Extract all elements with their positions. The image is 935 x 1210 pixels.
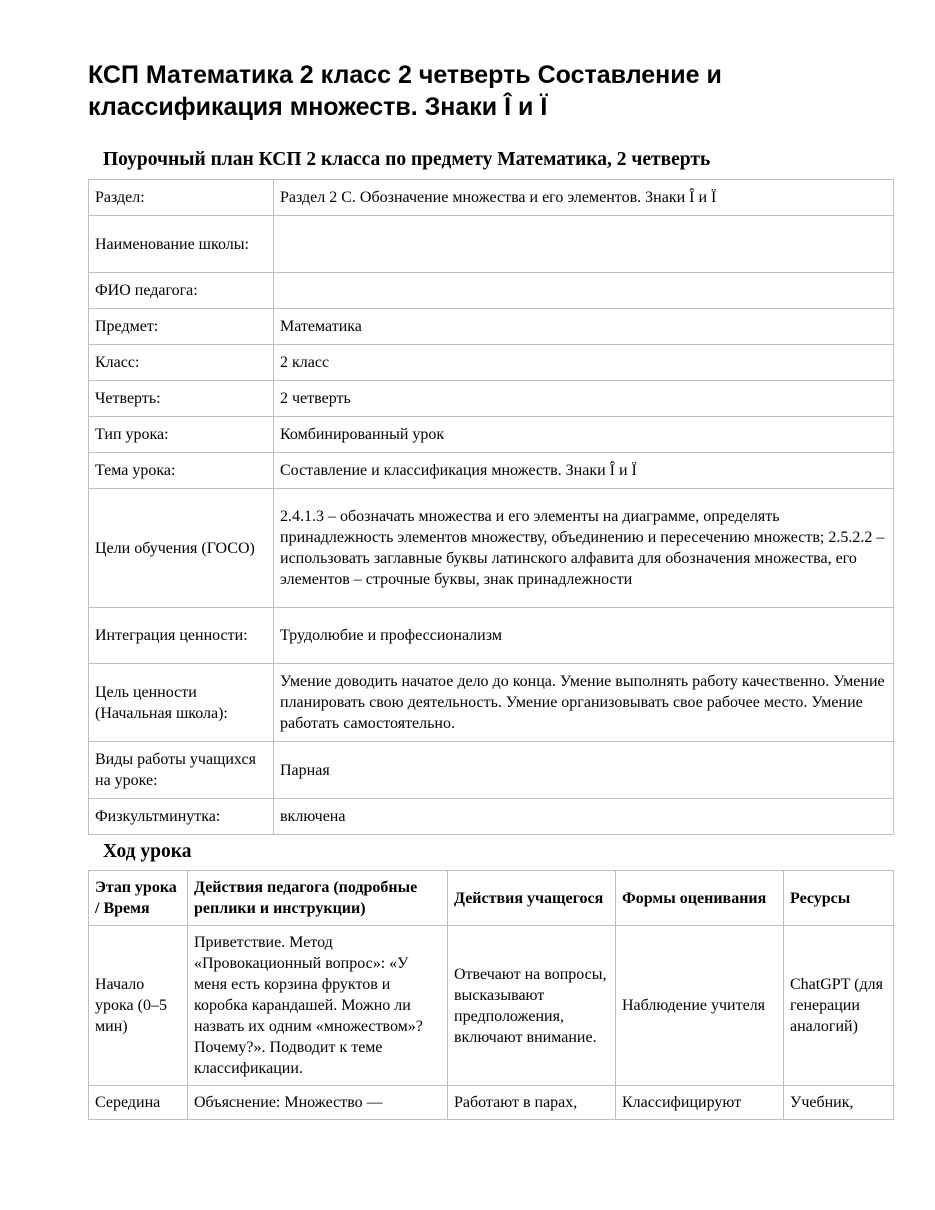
info-label: Цели обучения (ГОСО) xyxy=(89,489,274,608)
column-header: Действия учащегося xyxy=(448,871,616,926)
info-value: 2 класс xyxy=(274,345,894,381)
table-cell: Начало урока (0–5 мин) xyxy=(89,926,188,1086)
info-row xyxy=(89,489,894,608)
info-label: Цель ценности (Начальная школа): xyxy=(89,664,274,742)
info-label: Четверть: xyxy=(89,381,274,417)
table-cell: Отвечают на вопросы, высказывают предположения, включают внимание. xyxy=(448,926,616,1086)
info-row xyxy=(89,799,894,835)
table-cell: Наблюдение учителя xyxy=(616,926,784,1086)
info-value: 2.4.1.3 – обозначать множества и его элементы на диаграмме, определять принадлежность элементов множеству, объединению и пересечению множеств; 2.5.2.2 – использовать заглавные буквы латинского алфавита для обозначения множества, его элементов – строчные буквы, знак принадлежности xyxy=(274,489,894,608)
info-label: Интеграция ценности: xyxy=(89,608,274,664)
table-row xyxy=(89,1086,894,1120)
info-label: Раздел: xyxy=(89,180,274,216)
info-row xyxy=(89,381,894,417)
info-label: ФИО педагога: xyxy=(89,273,274,309)
info-row xyxy=(89,273,894,309)
table-row xyxy=(89,926,894,1086)
info-row xyxy=(89,345,894,381)
info-value: включена xyxy=(274,799,894,835)
lesson-heading: Ход урока xyxy=(103,841,192,862)
table-cell: Работают в парах, xyxy=(448,1086,616,1120)
info-label: Тема урока: xyxy=(89,453,274,489)
info-label: Класс: xyxy=(89,345,274,381)
info-value: Составление и классификация множеств. Знаки Î и Ï xyxy=(274,453,894,489)
info-label: Физкультминутка: xyxy=(89,799,274,835)
info-row xyxy=(89,216,894,273)
info-row xyxy=(89,309,894,345)
lesson-table-header-row xyxy=(89,871,894,926)
info-value: 2 четверть xyxy=(274,381,894,417)
info-value: Трудолюбие и профессионализм xyxy=(274,608,894,664)
info-value: Комбинированный урок xyxy=(274,417,894,453)
table-cell: Классифицируют xyxy=(616,1086,784,1120)
column-header: Формы оценивания xyxy=(616,871,784,926)
info-value: Математика xyxy=(274,309,894,345)
info-label: Тип урока: xyxy=(89,417,274,453)
table-cell: Учебник, xyxy=(784,1086,894,1120)
table-cell: Объяснение: Множество — xyxy=(188,1086,448,1120)
info-row xyxy=(89,417,894,453)
column-header: Действия педагога (подробные реплики и инструкции) xyxy=(188,871,448,926)
info-value xyxy=(274,216,894,273)
info-row xyxy=(89,664,894,742)
info-value: Парная xyxy=(274,742,894,799)
lesson-info-table xyxy=(88,179,894,835)
document-title: КСП Математика 2 класс 2 четверть Составление и классификация множеств. Знаки Î и Ï xyxy=(88,61,722,121)
info-label: Предмет: xyxy=(89,309,274,345)
info-value: Раздел 2 С. Обозначение множества и его элементов. Знаки Î и Ï xyxy=(274,180,894,216)
column-header: Этап урока / Время xyxy=(89,871,188,926)
table-cell: Середина xyxy=(89,1086,188,1120)
info-row xyxy=(89,742,894,799)
info-label: Виды работы учащихся на уроке: xyxy=(89,742,274,799)
plan-heading: Поурочный план КСП 2 класса по предмету Математика, 2 четверть xyxy=(103,149,711,170)
column-header: Ресурсы xyxy=(784,871,894,926)
lesson-flow-table xyxy=(88,870,894,1120)
info-value: Умение доводить начатое дело до конца. Умение выполнять работу качественно. Умение планировать свою деятельность. Умение организовывать свое рабочее место. Умение работать самостоятельно. xyxy=(274,664,894,742)
table-cell: Приветствие. Метод «Провокационный вопрос»: «У меня есть корзина фруктов и коробка карандашей. Можно ли назвать их одним «множеством»? Почему?». Подводит к теме классификации. xyxy=(188,926,448,1086)
info-row xyxy=(89,608,894,664)
info-label: Наименование школы: xyxy=(89,216,274,273)
info-value xyxy=(274,273,894,309)
info-row xyxy=(89,180,894,216)
table-cell: ChatGPT (для генерации аналогий) xyxy=(784,926,894,1086)
info-row xyxy=(89,453,894,489)
